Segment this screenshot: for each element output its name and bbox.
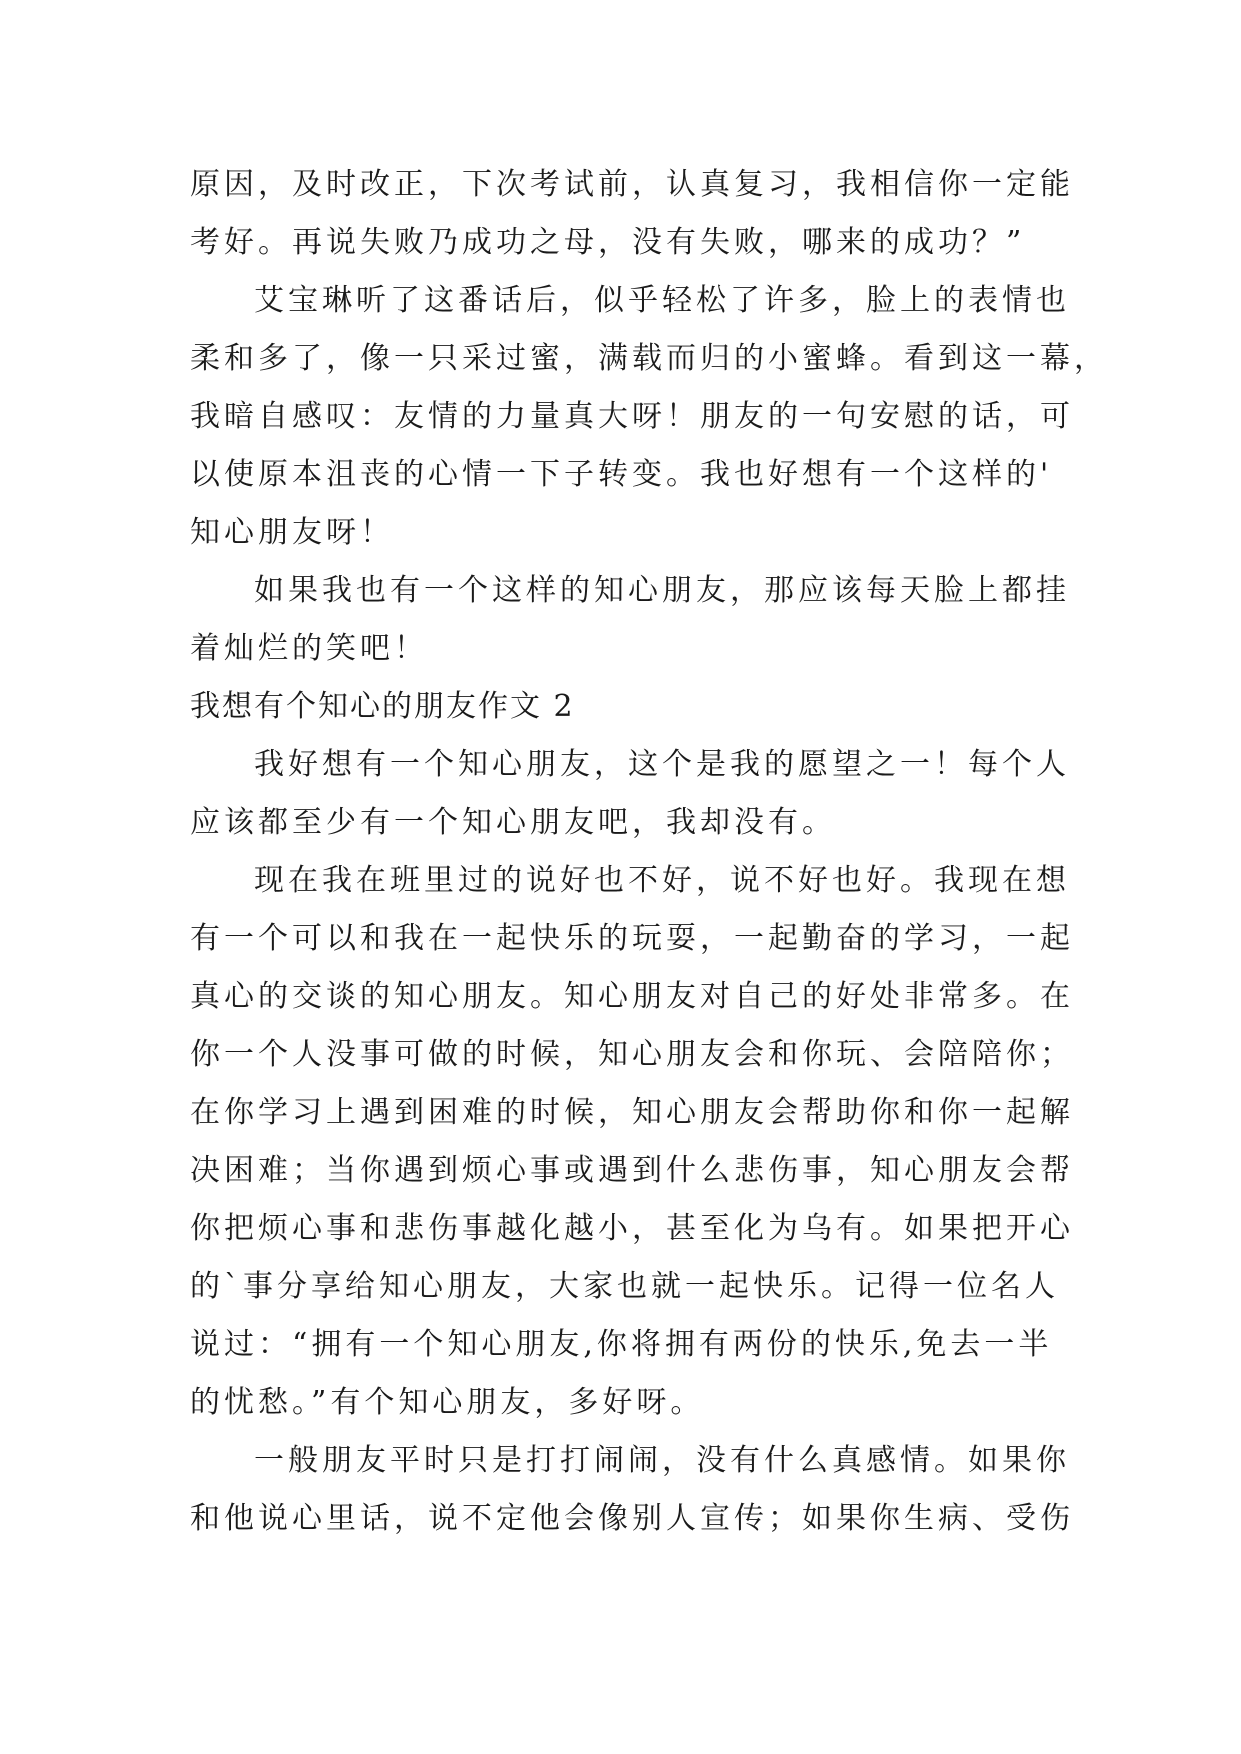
text-line: 在你学习上遇到困难的时候，知心朋友会帮助你和你一起解: [190, 1095, 1074, 1130]
text-line: 我暗自感叹：友情的力量真大呀！朋友的一句安慰的话，可: [190, 399, 1074, 434]
document-body: [190, 156, 1108, 1548]
text-line: 原因，及时改正，下次考试前，认真复习，我相信你一定能: [190, 167, 1074, 202]
text-line: 知心朋友呀！: [190, 515, 394, 550]
paragraph-start-line: 如果我也有一个这样的知心朋友，那应该每天脸上都挂: [254, 573, 1070, 608]
paragraph-start-line: 我好想有一个知心朋友，这个是我的愿望之一！每个人: [254, 747, 1070, 782]
paragraph-start-line: 现在我在班里过的说好也不好，说不好也好。我现在想: [254, 863, 1070, 898]
text-line: 你一个人没事可做的时候，知心朋友会和你玩、会陪陪你；: [190, 1037, 1074, 1072]
text-line: 真心的交谈的知心朋友。知心朋友对自己的好处非常多。在: [190, 979, 1074, 1014]
text-line: 柔和多了，像一只采过蜜，满载而归的小蜜蜂。看到这一幕，: [190, 341, 1108, 376]
text-line: 的`事分享给知心朋友，大家也就一起快乐。记得一位名人: [190, 1269, 1059, 1304]
text-line: 决困难；当你遇到烦心事或遇到什么悲伤事，知心朋友会帮: [190, 1153, 1074, 1188]
text-line: 应该都至少有一个知心朋友吧，我却没有。: [190, 805, 836, 840]
section-heading: 我想有个知心的朋友作文 2: [190, 689, 575, 724]
text-line: 和他说心里话，说不定他会像别人宣传；如果你生病、受伤: [190, 1501, 1074, 1536]
paragraph-start-line: 艾宝琳听了这番话后，似乎轻松了许多，脸上的表情也: [254, 283, 1070, 318]
paragraph-start-line: 一般朋友平时只是打打闹闹，没有什么真感情。如果你: [254, 1443, 1070, 1478]
text-line: 你把烦心事和悲伤事越化越小，甚至化为乌有。如果把开心: [190, 1211, 1074, 1246]
text-line: 以使原本沮丧的心情一下子转变。我也好想有一个这样的': [190, 457, 1053, 492]
text-line: 说过：“拥有一个知心朋友,你将拥有两份的快乐,免去一半: [190, 1327, 1053, 1362]
text-line: 考好。再说失败乃成功之母，没有失败，哪来的成功？”: [190, 225, 1026, 260]
text-line: 有一个可以和我在一起快乐的玩耍，一起勤奋的学习，一起: [190, 921, 1074, 956]
text-line: 的忧愁。”有个知心朋友，多好呀。: [190, 1385, 705, 1420]
text-line: 着灿烂的笑吧！: [190, 631, 428, 666]
